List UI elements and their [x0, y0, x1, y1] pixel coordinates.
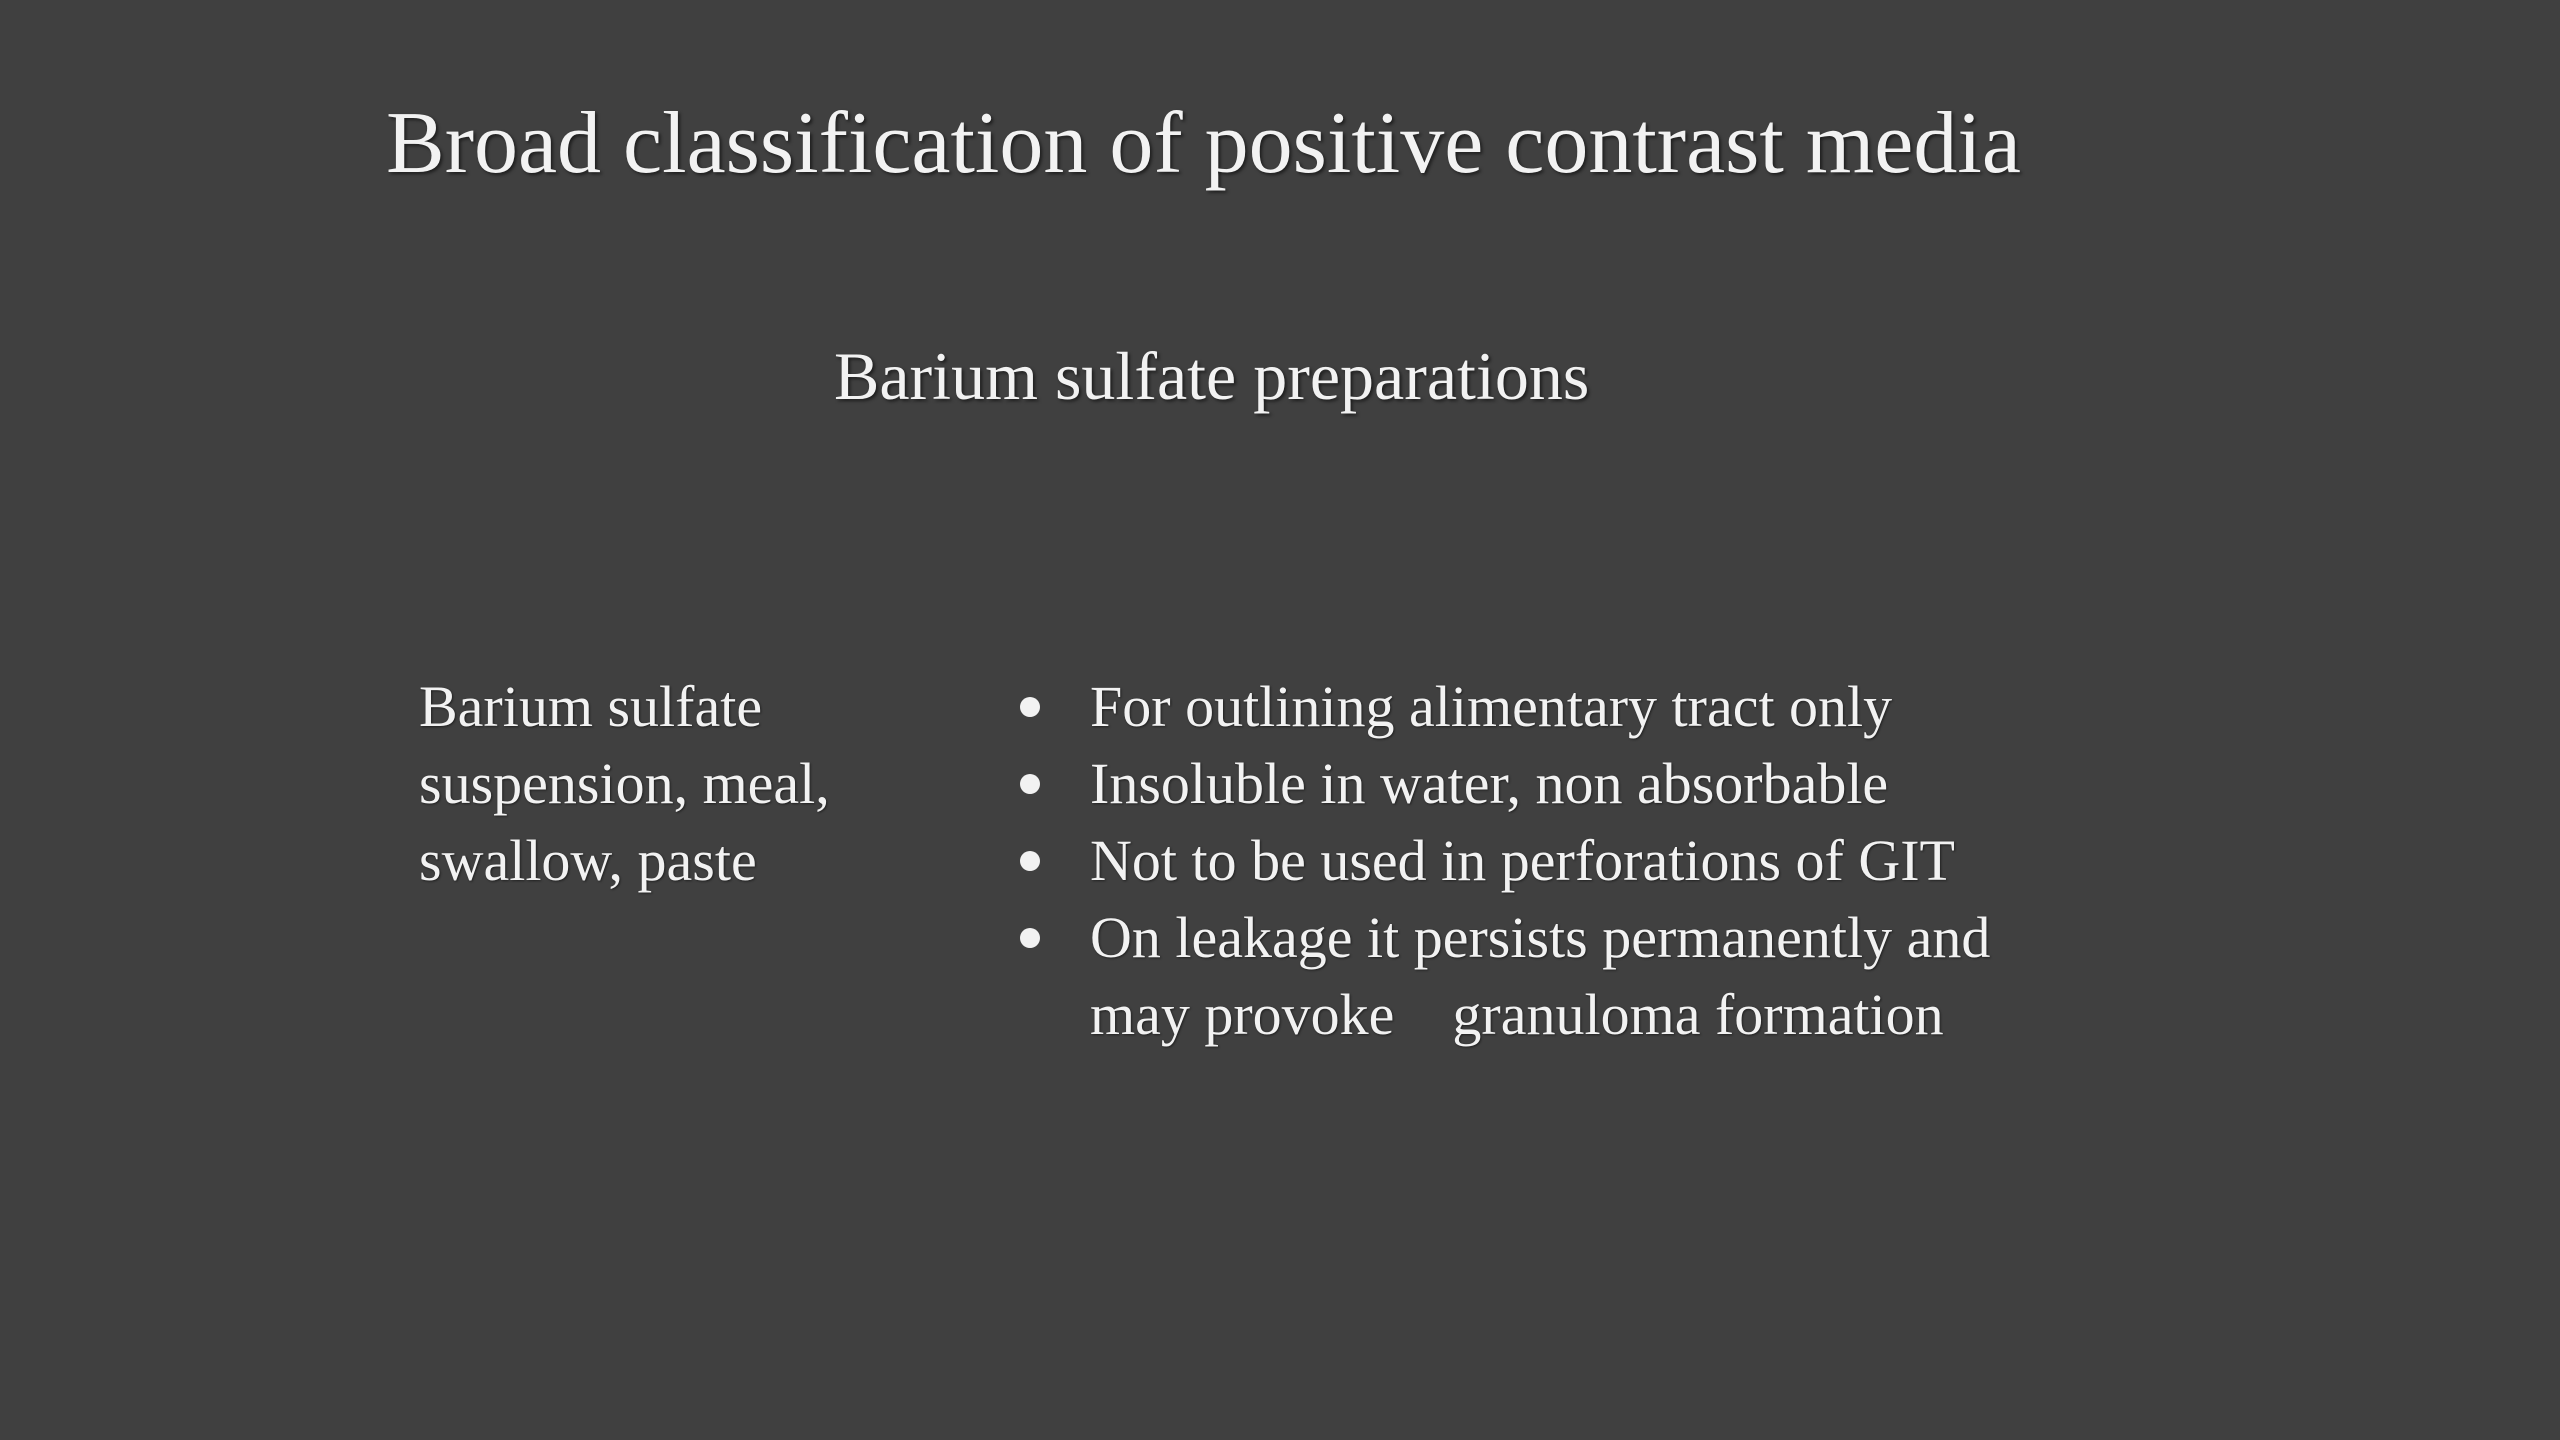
slide-title: Broad classification of positive contrast media: [386, 95, 2021, 192]
category-label-line: Barium sulfate: [419, 674, 763, 739]
slide-subtitle: Barium sulfate preparations: [834, 338, 1590, 414]
bullet-item: [1010, 745, 2110, 822]
bullet-text: Not to be used in perforations of GIT: [1090, 828, 1955, 893]
bullet-list: [1010, 668, 2110, 1053]
bullet-dot-icon: [1020, 774, 1040, 794]
bullet-text: Insoluble in water, non absorbable: [1090, 751, 1889, 816]
bullet-dot-icon: [1020, 928, 1040, 948]
category-label-line: swallow, paste: [419, 828, 757, 893]
category-label-line: suspension, meal,: [419, 751, 830, 816]
category-label: [419, 668, 939, 899]
bullet-item: [1010, 668, 2110, 745]
bullet-text: On leakage it persists permanently and: [1090, 905, 1991, 970]
bullet-item: [1010, 822, 2110, 899]
bullet-dot-icon: [1020, 851, 1040, 871]
bullet-text: For outlining alimentary tract only: [1090, 674, 1893, 739]
bullet-text-continued: may provoke granuloma formation: [1090, 982, 1944, 1047]
bullet-dot-icon: [1020, 697, 1040, 717]
bullet-item: [1010, 899, 2110, 1053]
